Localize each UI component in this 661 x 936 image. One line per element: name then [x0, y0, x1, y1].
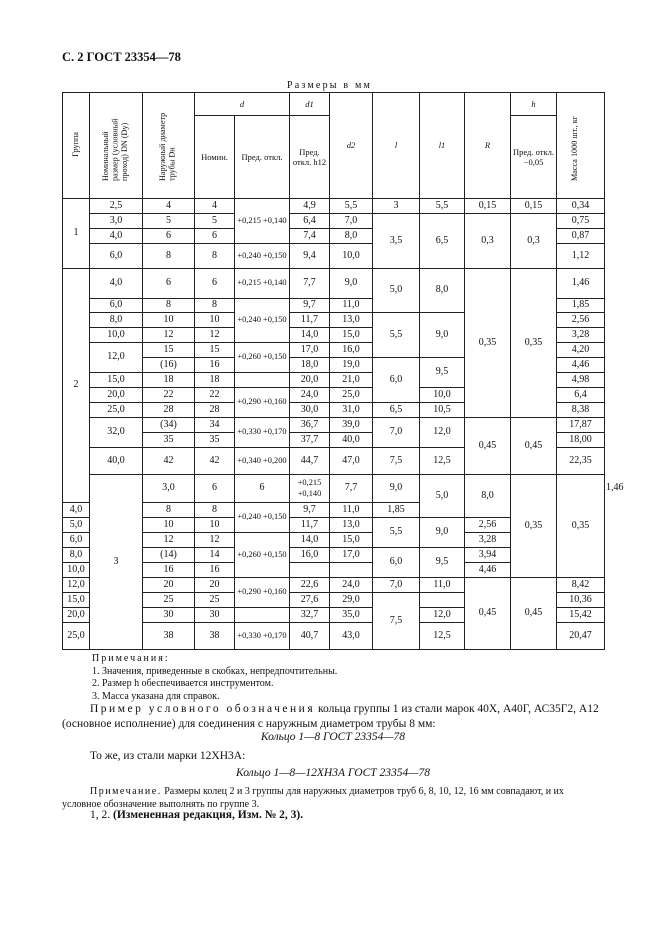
table-cell: 18,00	[557, 433, 605, 448]
table-cell: 24,0	[330, 578, 373, 593]
table-cell: 11,0	[330, 503, 373, 518]
table-cell: 9,0	[420, 518, 465, 548]
table-cell: 4,20	[557, 343, 605, 358]
same-text: То же, из стали марки 12ХН3А:	[90, 750, 246, 762]
table-cell: 31,0	[330, 403, 373, 418]
table-cell: 5,5	[420, 199, 465, 214]
table-cell: 32,7	[290, 608, 330, 623]
table-cell: 7,7	[330, 475, 373, 503]
table-cell: 3,5	[373, 214, 420, 269]
table-cell: 22,35	[557, 448, 605, 475]
table-cell: 1,85	[557, 299, 605, 313]
table-cell: +0,215 +0,140	[290, 475, 330, 503]
table-cell: 12,0	[63, 578, 90, 593]
table-cell: 13,0	[330, 313, 373, 328]
header-h: h	[511, 93, 557, 116]
table-cell: 15	[143, 343, 195, 358]
table-cell: 8,42	[557, 578, 605, 593]
table-cell: 0,87	[557, 229, 605, 244]
table-notes	[92, 653, 337, 703]
table-cell: 6	[195, 269, 235, 299]
table-cell: 8,0	[63, 548, 90, 563]
table-cell: 0,75	[557, 214, 605, 229]
table-cell: 0,35	[557, 475, 605, 578]
table-cell: 9,0	[373, 475, 420, 503]
table-cell: 9,5	[420, 548, 465, 578]
table-cell: 11,0	[330, 299, 373, 313]
table-cell: 15,42	[557, 608, 605, 623]
table-cell: 4,0	[90, 229, 143, 244]
table-cell: 6,5	[373, 403, 420, 418]
table-cell: 6,4	[557, 388, 605, 403]
table-cell: 12	[143, 328, 195, 343]
table-cell: 32,0	[90, 418, 143, 448]
table-cell: 40,0	[90, 448, 143, 475]
table-cell: 12	[195, 328, 235, 343]
table-cell: 6	[195, 229, 235, 244]
table-cell: 12	[143, 533, 195, 548]
table-cell: 5,0	[63, 518, 90, 533]
table-cell: +0,215 +0,140	[235, 199, 290, 244]
revision-line	[90, 808, 590, 823]
table-cell: 16	[195, 563, 235, 578]
table-cell: 20,47	[557, 623, 605, 650]
table-cell: 8	[143, 299, 195, 313]
table-cell: 11,0	[420, 578, 465, 593]
designation-1: Кольцо 1—8 ГОСТ 23354—78	[260, 731, 406, 743]
table-cell: 20,0	[90, 388, 143, 403]
table-cell	[290, 563, 330, 578]
example-lead: Пример условного обозначения	[90, 703, 316, 715]
table-cell: 20,0	[290, 373, 330, 388]
table-cell: 25,0	[63, 623, 90, 650]
note-lead: Примечание.	[90, 786, 162, 797]
table-cell: 29,0	[330, 593, 373, 608]
table-cell: 10,0	[63, 563, 90, 578]
table-cell: 25,0	[330, 388, 373, 403]
table-cell: 10,0	[90, 328, 143, 343]
table-cell: 15,0	[330, 328, 373, 343]
table-cell: 14	[195, 548, 235, 563]
table-cell: 5,5	[330, 199, 373, 214]
header-d2: d2	[330, 93, 373, 199]
table-cell: +0,290 +0,160	[235, 388, 290, 418]
table-cell: 9,4	[290, 244, 330, 269]
table-cell: 6,0	[373, 358, 420, 403]
table-cell: 35	[195, 433, 235, 448]
table-cell: 10,0	[420, 388, 465, 403]
table-cell: 5,0	[420, 475, 465, 518]
notes-title: Примечания:	[92, 653, 170, 664]
table-cell: 34	[195, 418, 235, 433]
table-cell: +0,240 +0,150	[235, 503, 290, 533]
table-cell: +0,215 +0,140	[235, 269, 290, 299]
table-cell: 42	[195, 448, 235, 475]
table-cell: +0,330 +0,170	[235, 623, 290, 650]
table-cell: 6	[143, 229, 195, 244]
table-cell: 17,87	[557, 418, 605, 433]
table-cell: 1	[63, 199, 90, 269]
table-cell: 30	[195, 608, 235, 623]
table-cell: 35	[143, 433, 195, 448]
table-cell: 10	[195, 313, 235, 328]
table-cell: 18	[195, 373, 235, 388]
table-cell: 0,3	[465, 214, 511, 269]
table-row	[63, 214, 605, 229]
table-cell: 6	[143, 269, 195, 299]
header-d1-dev: Пред. откл. h12	[290, 116, 330, 199]
table-cell: 7,4	[290, 229, 330, 244]
table-cell: 8,38	[557, 403, 605, 418]
table-cell: 8,0	[90, 313, 143, 328]
table-cell: 24,0	[290, 388, 330, 403]
table-cell: 11,7	[290, 313, 330, 328]
table-cell: 14,0	[290, 533, 330, 548]
table-cell: 4,98	[557, 373, 605, 388]
table-cell: +0,330 +0,170	[235, 418, 290, 448]
table-cell: 43,0	[330, 623, 373, 650]
table-cell: 8	[195, 503, 235, 518]
table-cell: 25,0	[90, 403, 143, 418]
table-cell: 16,0	[290, 548, 330, 563]
dimensions-table	[62, 92, 624, 650]
table-cell: 20	[195, 578, 235, 593]
table-cell: 1,12	[557, 244, 605, 269]
table-cell: 3	[373, 199, 420, 214]
table-cell: 40,7	[290, 623, 330, 650]
table-cell: 30,0	[290, 403, 330, 418]
table-cell: 3	[90, 475, 143, 650]
table-cell: 19,0	[330, 358, 373, 373]
header-d-nom: Номин.	[195, 116, 235, 199]
table-cell: 37,7	[290, 433, 330, 448]
header-h-dev: Пред. откл. −0,05	[511, 116, 557, 199]
table-cell: 0,3	[511, 214, 557, 269]
table-cell: 15,0	[90, 373, 143, 388]
header-mass: Масса 1000 шт., кг	[557, 93, 605, 199]
table-cell: +0,340 +0,200	[235, 448, 290, 475]
table-cell: 9,7	[290, 299, 330, 313]
header-d: d	[195, 93, 290, 116]
table-cell: 0,35	[511, 269, 557, 418]
table-cell: 16	[143, 563, 195, 578]
example-paragraph	[62, 702, 604, 732]
note-item: 1. Значения, приведенные в скобках, непредпочтительны.	[92, 665, 338, 677]
table-cell: 7,0	[373, 418, 420, 448]
table-cell: 5	[195, 214, 235, 229]
table-cell: 35,0	[330, 608, 373, 623]
table-cell: 2	[63, 269, 90, 503]
table-cell: 12,5	[420, 448, 465, 475]
table-cell: 5,5	[373, 518, 420, 548]
table-cell: 9,5	[420, 358, 465, 388]
table-cell: 3,0	[90, 214, 143, 229]
table-cell: 8	[143, 503, 195, 518]
table-cell: 8	[195, 244, 235, 269]
table-cell: 2,5	[90, 199, 143, 214]
table-cell: 6,0	[373, 548, 420, 578]
table-cell: 22,6	[290, 578, 330, 593]
table-cell: 36,7	[290, 418, 330, 433]
table-cell: 6,4	[290, 214, 330, 229]
table-row	[63, 578, 605, 593]
designation-2: Кольцо 1—8—12ХН3А ГОСТ 23354—78	[236, 767, 430, 779]
page-header: С. 2 ГОСТ 23354—78	[62, 50, 181, 64]
table-cell: 17,0	[330, 548, 373, 563]
table-cell: 8	[195, 299, 235, 313]
table-cell: 15	[195, 343, 235, 358]
table-cell: 16	[195, 358, 235, 373]
header-nominal-size: Номинальный размер (условный проход) DN (Dу)	[90, 93, 143, 199]
table-cell: 4	[195, 199, 235, 214]
table-cell: 10,36	[557, 593, 605, 608]
table-cell: 7,5	[373, 448, 420, 475]
table-cell: 0,45	[465, 418, 511, 475]
table-cell: 12,5	[420, 623, 465, 650]
table-cell: 20	[143, 578, 195, 593]
table-cell: 18,0	[290, 358, 330, 373]
table-cell: 20,0	[63, 608, 90, 623]
table-cell: 10	[195, 518, 235, 533]
table-cell: +0,290 +0,160	[235, 578, 290, 608]
table-cell: 0,45	[511, 418, 557, 475]
table-cell: 14,0	[290, 328, 330, 343]
table-cell: 3,28	[557, 328, 605, 343]
revision-prefix: 1, 2.	[90, 809, 113, 821]
table-cell: 22	[143, 388, 195, 403]
table-cell: 8	[143, 244, 195, 269]
units-caption: Размеры в мм	[287, 80, 373, 91]
header-l1: l1	[420, 93, 465, 199]
table-cell: 12	[195, 533, 235, 548]
table-cell: 25	[143, 593, 195, 608]
table-cell	[330, 563, 373, 578]
table-cell: 38	[143, 623, 195, 650]
table-cell: 47,0	[330, 448, 373, 475]
table-cell: 17,0	[290, 343, 330, 358]
header-outer-diameter: Наружный диаметр трубы Dн	[143, 93, 195, 199]
table-cell: +0,260 +0,150	[235, 533, 290, 578]
note-item: 3. Масса указана для справок.	[92, 690, 220, 702]
table-cell: 4	[143, 199, 195, 214]
table-cell: 30	[143, 608, 195, 623]
header-l: l	[373, 93, 420, 199]
table-cell: 13,0	[330, 518, 373, 533]
table-cell: 3,94	[465, 548, 511, 563]
table-row: 3 3,0 6 6 +0,215 +0,140 7,7 9,0 5,0 8,0 0,35 0,35 1,46	[63, 475, 605, 503]
table-row	[63, 269, 605, 299]
table-cell: (16)	[143, 358, 195, 373]
table-cell: 0,15	[511, 199, 557, 214]
table-cell: +0,240 +0,150	[235, 299, 290, 343]
table-cell: 44,7	[290, 448, 330, 475]
table-cell: 40,0	[330, 433, 373, 448]
header-group: Группа	[63, 93, 90, 199]
table-cell: 4,9	[290, 199, 330, 214]
table-cell: 38	[195, 623, 235, 650]
table-row	[63, 418, 605, 433]
header-R: R	[465, 93, 511, 199]
table-cell: (34)	[143, 418, 195, 433]
table-cell: 42	[143, 448, 195, 475]
table-cell: 10,0	[330, 244, 373, 269]
header-d1: d1	[290, 93, 330, 116]
table-cell: 7,5	[373, 593, 420, 650]
table-cell: 4,46	[465, 563, 511, 578]
table-cell: 12,0	[90, 343, 143, 373]
table-cell: 8,0	[420, 269, 465, 313]
table-cell: 27,6	[290, 593, 330, 608]
table-cell: 1,85	[373, 503, 420, 518]
note-text: Размеры колец 2 и 3 группы для наружных диаметров труб 6, 8, 10, 12, 16 мм совпадают, и их условное обозначение выполнять по группе 3.	[62, 786, 564, 810]
table-cell: 4,46	[557, 358, 605, 373]
table-cell	[235, 608, 290, 623]
table-cell: +0,240 +0,150	[235, 244, 290, 269]
table-cell: 1,46	[557, 269, 605, 299]
table-cell: 6	[195, 475, 235, 503]
table-cell: 5,5	[373, 313, 420, 358]
table-row	[63, 199, 605, 214]
table-cell: 6,0	[63, 533, 90, 548]
table-cell: 0,35	[465, 269, 511, 418]
table-cell: 6	[235, 475, 290, 503]
table-cell: 3,0	[143, 475, 195, 503]
table-cell	[235, 373, 290, 388]
table-cell: 9,7	[290, 503, 330, 518]
note-item: 2. Размер h обеспечивается инструментом.	[92, 678, 274, 689]
table-cell: 6,5	[420, 214, 465, 269]
table-cell: 8,0	[330, 229, 373, 244]
header-d-dev: Пред. откл.	[235, 116, 290, 199]
table-body	[63, 199, 624, 650]
table-cell: 7,0	[330, 214, 373, 229]
table-cell: 0,35	[511, 475, 557, 578]
table-cell: 0,45	[511, 578, 557, 650]
table-cell: 7,0	[373, 578, 420, 593]
table-cell: 11,7	[290, 518, 330, 533]
table-cell: 15,0	[63, 593, 90, 608]
table-cell: 39,0	[330, 418, 373, 433]
table-cell: 12,0	[420, 608, 465, 623]
table-cell: 4,0	[63, 503, 90, 518]
table-cell: 2,56	[557, 313, 605, 328]
table-cell: 8,0	[465, 475, 511, 518]
table-cell: 0,34	[557, 199, 605, 214]
table-cell: 5,0	[373, 269, 420, 313]
revision-text: (Измененная редакция, Изм. № 2, 3).	[113, 809, 304, 821]
table-cell: 25	[195, 593, 235, 608]
table-cell: 22	[195, 388, 235, 403]
table-cell: 5	[143, 214, 195, 229]
table-cell: 0,15	[465, 199, 511, 214]
table-cell: 10	[143, 313, 195, 328]
table-cell: 4,0	[90, 269, 143, 299]
table-cell: 10,5	[420, 403, 465, 418]
table-cell: 18	[143, 373, 195, 388]
table-cell: 12,0	[420, 418, 465, 448]
table-cell: +0,260 +0,150	[235, 343, 290, 373]
table-cell: 0,45	[465, 578, 511, 650]
table-cell: 9,0	[330, 269, 373, 299]
table-cell: 15,0	[330, 533, 373, 548]
table-cell: 3,28	[465, 533, 511, 548]
table-cell: (14)	[143, 548, 195, 563]
table-cell: 28	[195, 403, 235, 418]
table-cell: 9,0	[420, 313, 465, 358]
example-text: кольца группы 1 из стали марок 40Х, А40Г, АС35Г2, А12 (основное исполнение) для соединения с наружным диаметром трубы 8 мм:	[62, 703, 599, 730]
table-cell: 6,0	[90, 299, 143, 313]
table-cell: 6,0	[90, 244, 143, 269]
table-cell	[420, 593, 465, 608]
table-cell: 28	[143, 403, 195, 418]
table-cell: 7,7	[290, 269, 330, 299]
table-cell: 2,56	[465, 518, 511, 533]
table-cell: 16,0	[330, 343, 373, 358]
table-cell: 21,0	[330, 373, 373, 388]
table-cell: 10	[143, 518, 195, 533]
